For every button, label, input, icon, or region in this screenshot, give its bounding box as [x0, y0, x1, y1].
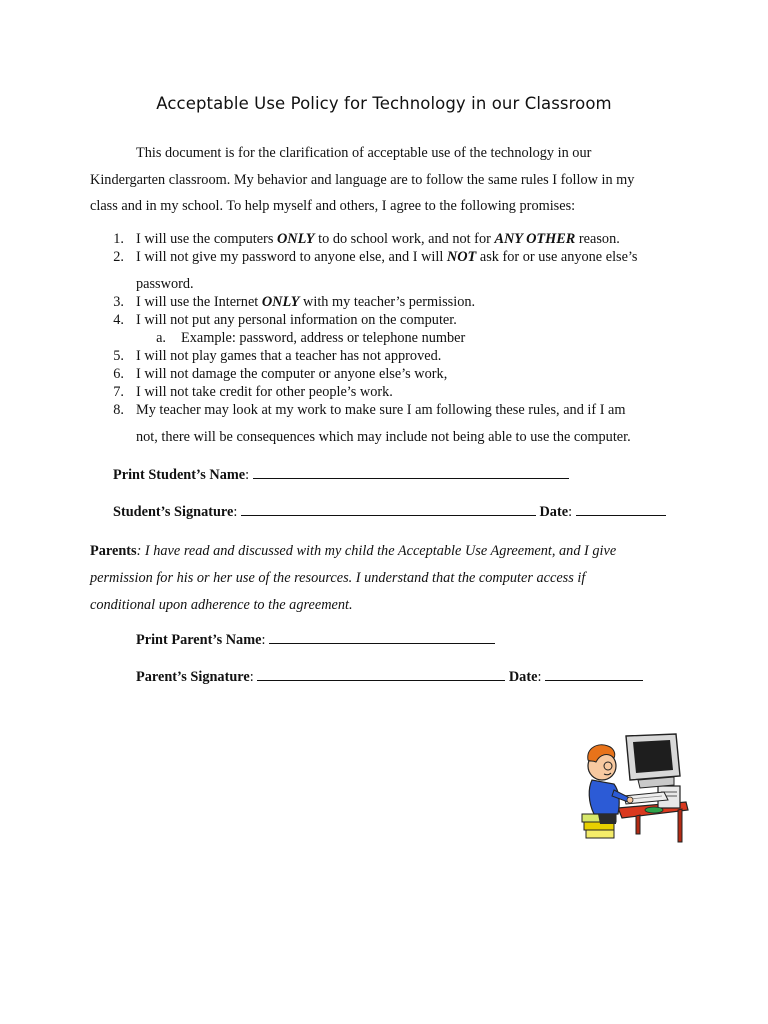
intro-line-2: Kindergarten classroom. My behavior and language are to follow the same rules I follow in my	[90, 171, 635, 188]
student-date-line[interactable]	[576, 502, 666, 516]
parent-signature-field: Parent’s Signature: Date:	[136, 667, 643, 686]
intro-line-1: This document is for the clarification of acceptable use of the technology in our	[136, 145, 592, 161]
list-item-text: I will not put any personal information on the computer.	[136, 312, 457, 328]
list-number: 6.	[113, 366, 124, 382]
student-date-label: Date	[539, 504, 569, 520]
parent-date-label: Date	[508, 669, 538, 685]
list-number: 7.	[113, 384, 124, 400]
list-number: 8.	[113, 402, 124, 418]
list-item-text: I will use the computers ONLY to do school work, and not for ANY OTHER reason.	[136, 231, 620, 247]
parent-signature-label: Parent’s Signature	[136, 669, 250, 685]
parent-name-field: Print Parent’s Name:	[136, 630, 495, 649]
list-item-text: Example: password, address or telephone number	[181, 330, 466, 346]
student-signature-label: Student’s Signature	[113, 504, 234, 520]
list-item-text: I will not take credit for other people’s work.	[136, 384, 393, 400]
list-item-text: I will not damage the computer or anyone else’s work,	[136, 366, 448, 382]
list-item-text: I will use the Internet ONLY with my teacher’s permission.	[136, 294, 476, 310]
parent-name-line[interactable]	[269, 630, 495, 644]
list-number: 2.	[113, 249, 124, 265]
list-item-text: I will not play games that a teacher has not approved.	[136, 348, 442, 364]
list-item-text: My teacher may look at my work to make sure I am following these rules, and if I am	[136, 402, 626, 418]
parents-line-3: conditional upon adherence to the agreement.	[90, 597, 353, 613]
student-name-label: Print Student’s Name	[113, 467, 246, 483]
parents-line-2: permission for his or her use of the resources. I understand that the computer access if	[90, 570, 586, 586]
parents-label: Parents	[90, 543, 137, 559]
document-page: Acceptable Use Policy for Technology in our Classroom This document is for the clarification of acceptable use of the technology in our Kindergarten classroom. My behavior and language are to follow the same rules I follow in my class and in my school. To help myself and others, I agree to the following promises: 1. I will use the computers ONLY to do school work, and not for ANY OTHER reason. 2. I will not give my password to anyone else, and I will NOT ask for or use anyone else’s password. 3. I will use the Internet ONLY with my teacher’s permission. 4. I will not put any personal information on the computer. a. Example: password, address or telephone number 5. I will not play games that a teacher has not approved. 6. I will not damage the computer or anyone else’s work, 7. I will not take credit for other people’s work. 8. My teacher may look at my work to make sure I am following these rules, and if I am not, there will be consequences which may include not being able to use the computer. Print Student’s Name: Student’s Signature: Date: Parents: I have read and discussed with my child the Acceptable Use Agreement, and I give permission for his or her use of the resources. I understand that the computer access if conditional upon adherence to the agreement. Print Parent’s Name: Parent’s Signature: Date:	[0, 0, 768, 1024]
list-item-text: I will not give my password to anyone else, and I will NOT ask for or use anyone else’s	[136, 249, 638, 265]
parents-statement	[90, 538, 680, 619]
list-number: a.	[156, 330, 166, 346]
student-signature-field: Student’s Signature: Date:	[113, 502, 666, 521]
document-title: Acceptable Use Policy for Technology in our Classroom	[156, 94, 612, 113]
child-at-computer-icon	[578, 730, 690, 848]
student-name-field: Print Student’s Name:	[113, 465, 569, 484]
parents-line-1: Parents: I have read and discussed with my child the Acceptable Use Agreement, and I give	[90, 543, 617, 559]
parent-name-label: Print Parent’s Name	[136, 632, 262, 648]
student-name-line[interactable]	[253, 465, 569, 479]
parent-date-line[interactable]	[545, 667, 643, 681]
list-number: 3.	[113, 294, 124, 310]
list-number: 5.	[113, 348, 124, 364]
parent-signature-line[interactable]	[257, 667, 505, 681]
list-number: 4.	[113, 312, 124, 328]
intro-paragraph	[90, 140, 690, 220]
intro-line-3: class and in my school. To help myself and others, I agree to the following promises:	[90, 198, 576, 214]
student-signature-line[interactable]	[241, 502, 536, 516]
list-number: 1.	[113, 231, 124, 247]
